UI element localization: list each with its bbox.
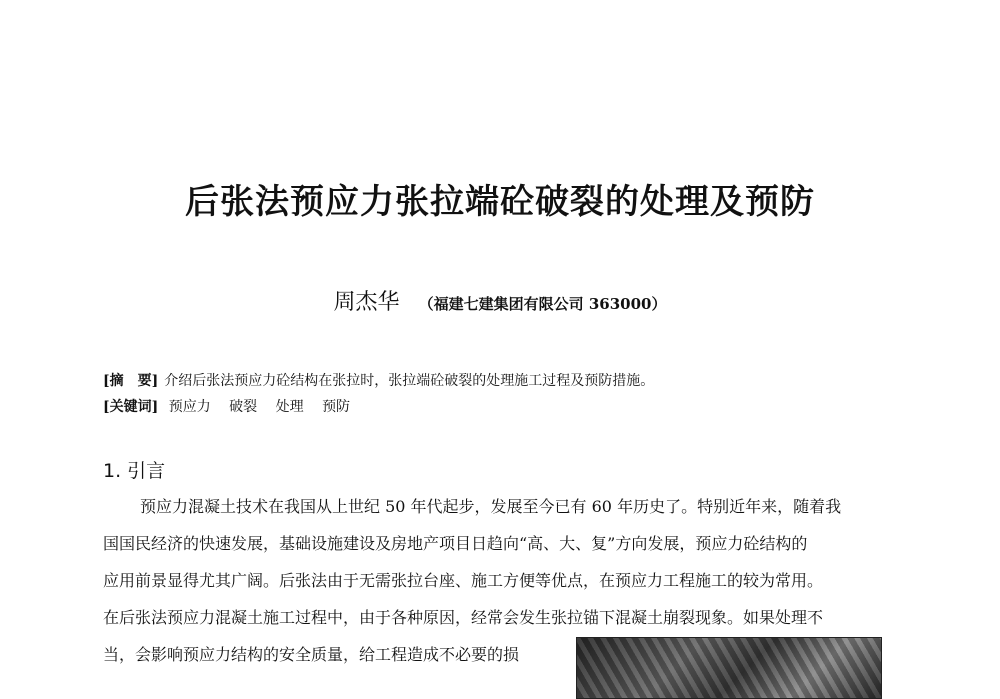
abstract-label: [摘 要]: [103, 373, 159, 389]
keyword-item: 预防: [322, 399, 351, 415]
paper-title: 后张法预应力张拉端砼破裂的处理及预防: [185, 182, 815, 222]
paragraph-line: 在后张法预应力混凝土施工过程中，由于各种原因，经常会发生张拉锚下混凝土崩裂现象。如果处理不: [103, 608, 824, 627]
keywords: [103, 396, 364, 416]
paragraph-line: 国国民经济的快速发展，基础设施建设及房地产项目日趋向“高、大、复”方向发展，预应力砼结构的: [103, 534, 808, 553]
author-affiliation: （福建七建集团有限公司 363000）: [418, 295, 667, 313]
figure-photo: [576, 637, 882, 699]
paragraph-line: 应用前景显得尤其广阔。后张法由于无需张拉台座、施工方便等优点，在预应力工程施工的较为常用。: [103, 571, 824, 590]
section-heading: 1. 引言: [103, 460, 166, 482]
keyword-item: 破裂: [229, 399, 258, 415]
keyword-item: 预应力: [168, 399, 211, 415]
author-name: 周杰华: [333, 290, 400, 315]
paragraph-line: 当，会影响预应力结构的安全质量，给工程造成不必要的损: [103, 645, 520, 664]
keywords-label: [关键词]: [103, 399, 159, 415]
paragraph-line: 预应力混凝土技术在我国从上世纪 50 年代起步，发展至今已有 60 年历史了。特别近年来，随着我: [140, 497, 842, 516]
abstract: [103, 370, 654, 390]
keyword-item: 处理: [275, 399, 304, 415]
abstract-text: 介绍后张法预应力砼结构在张拉时，张拉端砼破裂的处理施工过程及预防措施。: [164, 373, 655, 389]
author-line: [0, 285, 1000, 316]
